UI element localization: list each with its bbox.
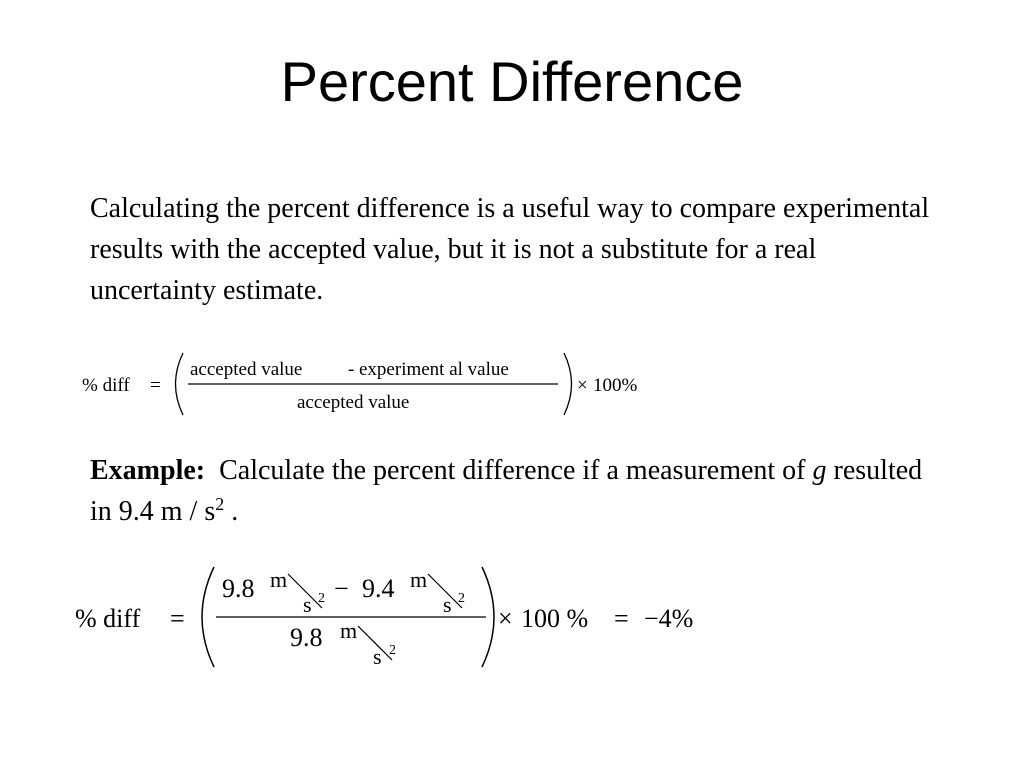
example-result-equals: = <box>614 604 629 633</box>
example-factor: 100 % <box>521 604 589 633</box>
formula-denominator: accepted value <box>297 392 410 413</box>
example-superscript: 2 <box>215 494 225 514</box>
numerator-unit-s-2: s <box>443 592 452 617</box>
numerator-exp-2: 2 <box>458 591 465 606</box>
numerator-exp-1: 2 <box>318 591 325 606</box>
formula-numerator-right: experiment al value <box>359 359 509 380</box>
denominator-unit-m: m <box>340 618 358 643</box>
slide-title: Percent Difference <box>280 50 744 113</box>
example-text-2: resulted in 9.4 m / s <box>90 455 923 527</box>
numerator-value-2: 9.4 <box>362 574 395 603</box>
intro-paragraph: Calculating the percent difference is a useful way to compare experimental results with the accepted value, but it is not a substitute for a real uncertainty estimate. <box>90 193 930 306</box>
denominator-exp: 2 <box>389 643 396 658</box>
example-label: Example: <box>90 455 206 486</box>
formula-factor: 100% <box>593 375 638 396</box>
numerator-minus: − <box>334 574 349 603</box>
formula-lhs: % diff <box>82 375 130 396</box>
numerator-unit-m-2: m <box>410 567 428 592</box>
example-equals: = <box>170 604 185 633</box>
example-end: . <box>231 496 239 527</box>
example-lhs: % diff <box>75 604 141 633</box>
numerator-unit-m-1: m <box>270 567 288 592</box>
example-text-1: Calculate the percent difference if a measurement of <box>219 455 806 486</box>
numerator-unit-s-1: s <box>303 592 312 617</box>
formula-minus: - <box>348 359 355 380</box>
formula-equals: = <box>150 375 161 396</box>
formula-times: × <box>577 375 588 396</box>
numerator-value-1: 9.8 <box>222 574 255 603</box>
denominator-unit-s: s <box>373 644 382 669</box>
example-variable-g: g <box>812 455 827 486</box>
denominator-value: 9.8 <box>290 623 323 652</box>
example-left-paren <box>202 567 214 667</box>
example-times: × <box>498 604 513 633</box>
example-result: −4% <box>644 604 694 633</box>
formula-numerator-left: accepted value <box>190 359 303 380</box>
